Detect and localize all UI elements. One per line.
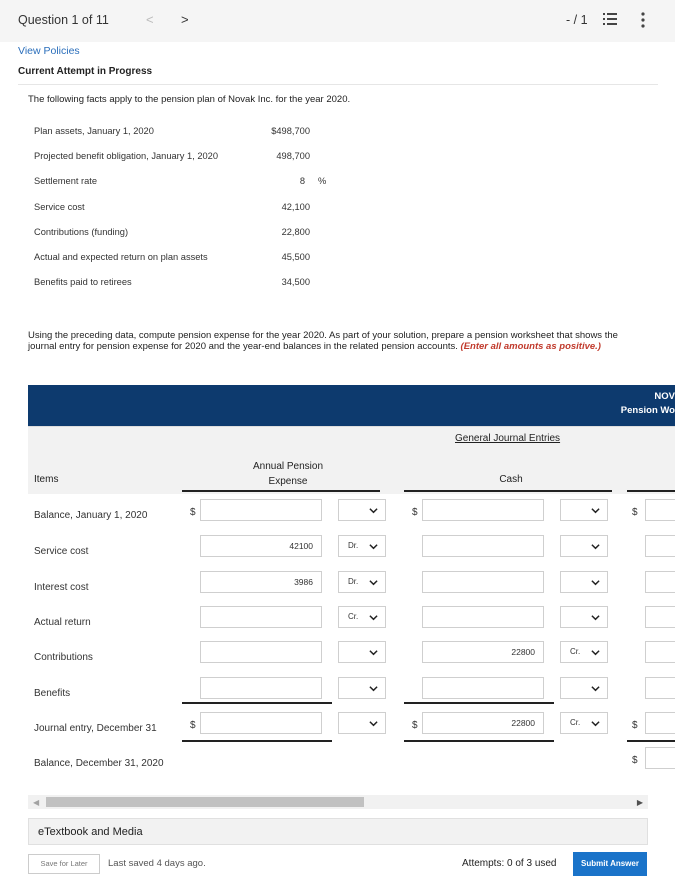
row-label: Balance, January 1, 2020 xyxy=(34,510,148,521)
chevron-down-icon xyxy=(591,578,600,587)
header-rule xyxy=(404,490,612,492)
currency-symbol: $ xyxy=(190,507,196,518)
cash-drcr-select[interactable] xyxy=(560,641,608,663)
worksheet-row xyxy=(28,676,675,712)
annual-pension-expense-input[interactable] xyxy=(200,712,322,734)
fact-label: Settlement rate xyxy=(34,176,98,186)
annual-pension-expense-input[interactable]: 3986 xyxy=(200,571,322,593)
header-rule xyxy=(627,490,675,492)
annual-pension-expense-drcr-select[interactable] xyxy=(338,712,386,734)
fact-label: Contributions (funding) xyxy=(34,227,129,237)
currency-symbol: $ xyxy=(190,720,196,731)
question-counter: Question 1 of 11 xyxy=(18,13,109,27)
next-column-input[interactable] xyxy=(645,499,675,521)
fact-value: $498,700 xyxy=(271,126,310,136)
worksheet-company: NOV xyxy=(654,391,675,402)
question-nav-bar xyxy=(0,0,675,42)
annual-pension-expense-input[interactable] xyxy=(200,606,322,628)
total-rule xyxy=(404,740,554,742)
cash-input[interactable] xyxy=(422,571,544,593)
worksheet-row xyxy=(28,570,675,606)
annual-pension-expense-input[interactable] xyxy=(200,677,322,699)
scrollbar-thumb[interactable] xyxy=(46,797,364,807)
annual-pension-expense-drcr-select[interactable] xyxy=(338,606,386,628)
attempt-status: Current Attempt in Progress xyxy=(18,66,153,77)
question-list-icon[interactable] xyxy=(603,12,617,26)
footer xyxy=(18,846,658,888)
next-question-button[interactable]: > xyxy=(181,12,189,27)
fact-row xyxy=(34,145,334,170)
row-label: Service cost xyxy=(34,546,89,557)
etextbook-media-panel[interactable] xyxy=(28,818,648,845)
worksheet-banner xyxy=(28,385,675,426)
divider xyxy=(18,84,658,85)
worksheet-row xyxy=(28,640,675,676)
fact-label: Projected benefit obligation, January 1, 2020 xyxy=(34,151,218,161)
select-value: Dr. xyxy=(348,541,359,550)
horizontal-scrollbar[interactable] xyxy=(28,795,648,809)
chevron-down-icon xyxy=(369,506,378,515)
cash-input[interactable] xyxy=(422,606,544,628)
currency-symbol: $ xyxy=(412,720,418,731)
scroll-left-icon[interactable]: ◀ xyxy=(33,798,40,807)
fact-row xyxy=(34,196,334,221)
fact-value: 22,800 xyxy=(281,227,310,237)
select-value: Cr. xyxy=(570,718,581,727)
cash-drcr-select[interactable] xyxy=(560,677,608,699)
annual-pension-expense-input[interactable] xyxy=(200,641,322,663)
next-column-input[interactable] xyxy=(645,747,675,769)
view-policies-link[interactable]: View Policies xyxy=(18,45,80,57)
chevron-down-icon xyxy=(369,578,378,587)
worksheet-row xyxy=(28,605,675,641)
fact-label: Benefits paid to retirees xyxy=(34,277,132,287)
chevron-down-icon xyxy=(369,648,378,657)
cash-drcr-select[interactable] xyxy=(560,535,608,557)
row-label: Contributions xyxy=(34,652,93,663)
row-label: Interest cost xyxy=(34,582,89,593)
cash-input[interactable]: 22800 xyxy=(422,712,544,734)
next-column-input[interactable] xyxy=(645,535,675,557)
fact-label: Actual and expected return on plan assets xyxy=(34,252,208,262)
chevron-down-icon xyxy=(591,506,600,515)
currency-symbol: $ xyxy=(632,720,638,731)
row-label: Actual return xyxy=(34,617,91,628)
fact-row xyxy=(34,221,334,246)
total-rule xyxy=(627,740,675,742)
annual-pension-expense-header xyxy=(248,459,328,489)
cash-input[interactable]: 22800 xyxy=(422,641,544,663)
annual-pension-expense-input[interactable] xyxy=(200,499,322,521)
instructions xyxy=(28,330,648,352)
general-journal-entries-header: General Journal Entries xyxy=(455,433,561,444)
next-column-input[interactable] xyxy=(645,712,675,734)
annual-pension-expense-drcr-select[interactable] xyxy=(338,499,386,521)
subtotal-rule xyxy=(404,702,554,704)
scroll-right-icon[interactable]: ▶ xyxy=(636,798,643,807)
cash-drcr-select[interactable] xyxy=(560,571,608,593)
row-label: Journal entry, December 31 xyxy=(34,723,157,734)
worksheet-title: Pension Wo xyxy=(620,405,675,416)
previous-question-button[interactable]: < xyxy=(146,12,154,27)
select-value: Cr. xyxy=(348,612,359,621)
save-for-later-button[interactable]: Save for Later xyxy=(28,854,100,874)
annual-pension-expense-drcr-select[interactable] xyxy=(338,677,386,699)
fact-row xyxy=(34,120,334,145)
cash-input[interactable] xyxy=(422,499,544,521)
items-column-header: Items xyxy=(34,474,59,485)
cash-drcr-select[interactable] xyxy=(560,606,608,628)
chevron-down-icon xyxy=(369,719,378,728)
annual-pension-expense-input[interactable]: 42100 xyxy=(200,535,322,557)
next-column-input[interactable] xyxy=(645,641,675,663)
chevron-down-icon xyxy=(369,542,378,551)
select-value: Dr. xyxy=(348,577,359,586)
select-value: Cr. xyxy=(570,647,581,656)
question-score: - / 1 xyxy=(566,13,588,27)
cash-column-header: Cash xyxy=(499,474,523,485)
annual-pension-expense-drcr-select[interactable] xyxy=(338,571,386,593)
fact-row xyxy=(34,271,334,296)
fact-value: 34,500 xyxy=(281,277,310,287)
worksheet-row xyxy=(28,498,675,534)
last-saved-text: Last saved 4 days ago. xyxy=(108,858,206,869)
chevron-down-icon xyxy=(591,542,600,551)
cash-drcr-select[interactable] xyxy=(560,499,608,521)
annual-pension-expense-drcr-select[interactable] xyxy=(338,535,386,557)
fact-value: 45,500 xyxy=(281,252,310,262)
question-intro: The following facts apply to the pension plan of Novak Inc. for the year 2020. xyxy=(28,94,351,105)
worksheet-row xyxy=(28,711,675,747)
chevron-down-icon xyxy=(591,684,600,693)
row-label: Balance, December 31, 2020 xyxy=(34,758,164,769)
worksheet-header xyxy=(28,426,675,494)
more-options-icon[interactable] xyxy=(641,12,645,28)
fact-label: Plan assets, January 1, 2020 xyxy=(34,126,154,136)
fact-unit: % xyxy=(318,176,327,186)
cash-input[interactable] xyxy=(422,535,544,557)
fact-value: 8 xyxy=(299,176,305,186)
chevron-down-icon xyxy=(369,613,378,622)
subtotal-rule xyxy=(182,702,332,704)
chevron-down-icon xyxy=(591,648,600,657)
instructions-text: Using the preceding data, compute pension expense for the year 2020. As part of your solution, prepare a pension worksheet that shows the journal entry for pension expense for 2020 and the year-end balances in the related pension accounts. xyxy=(28,330,618,352)
next-column-input[interactable] xyxy=(645,677,675,699)
fact-value: 498,700 xyxy=(276,151,310,161)
chevron-down-icon xyxy=(591,613,600,622)
next-column-input[interactable] xyxy=(645,571,675,593)
instructions-warning: (Enter all amounts as positive.) xyxy=(460,341,601,352)
submit-answer-button[interactable]: Submit Answer xyxy=(573,852,647,876)
total-rule xyxy=(182,740,332,742)
annual-pension-expense-drcr-select[interactable] xyxy=(338,641,386,663)
cash-input[interactable] xyxy=(422,677,544,699)
currency-symbol: $ xyxy=(632,755,638,766)
header-rule xyxy=(182,490,380,492)
fact-label: Service cost xyxy=(34,202,85,212)
annual-pension-expense-header-line1: Annual Pension xyxy=(252,461,324,472)
next-column-input[interactable] xyxy=(645,606,675,628)
row-label: Benefits xyxy=(34,688,71,699)
annual-pension-expense-header-line2: Expense xyxy=(268,476,308,487)
chevron-down-icon xyxy=(591,719,600,728)
chevron-down-icon xyxy=(369,684,378,693)
fact-row xyxy=(34,170,334,195)
cash-drcr-select[interactable] xyxy=(560,712,608,734)
worksheet-row xyxy=(28,534,675,570)
fact-row xyxy=(34,246,334,271)
currency-symbol: $ xyxy=(412,507,418,518)
worksheet-row xyxy=(28,746,675,782)
fact-value: 42,100 xyxy=(281,202,310,212)
currency-symbol: $ xyxy=(632,507,638,518)
etextbook-media-label: eTextbook and Media xyxy=(38,826,143,838)
attempts-counter: Attempts: 0 of 3 used xyxy=(462,858,557,869)
